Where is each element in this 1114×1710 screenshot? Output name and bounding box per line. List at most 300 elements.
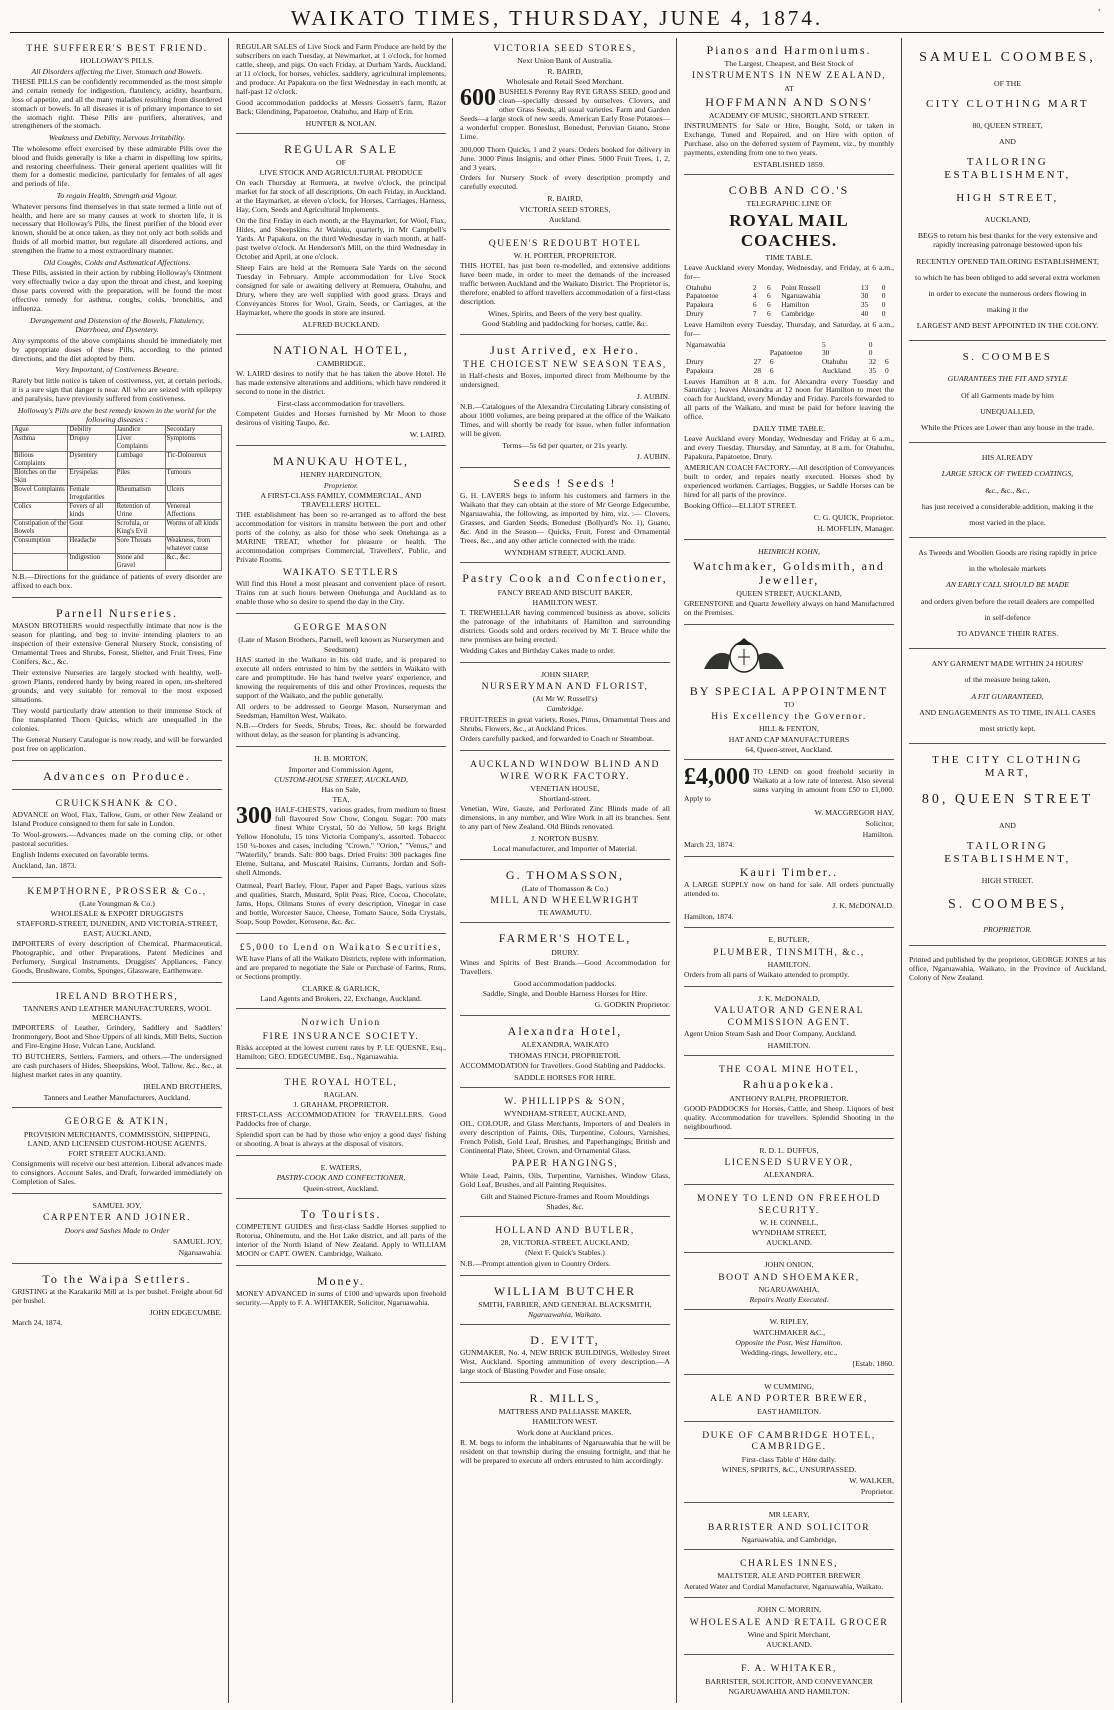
ad-title: MONEY TO LEND ON FREEHOLD SECURITY. bbox=[697, 1193, 881, 1216]
ad-heading: KEMPTHORNE, PROSSER & Co., bbox=[27, 885, 207, 897]
ad-text: N.B.—Directions for the guidance of patients of every disorder are affixed to each box. bbox=[12, 572, 222, 591]
ad-subtitle: ALEXANDRA, WAIKATO bbox=[521, 1040, 609, 1050]
ad-heading: THE COAL MINE HOTEL, bbox=[719, 1064, 859, 1076]
ad-text: N.B.—Orders for Seeds, Shrubs, Trees, &c. should be forwarded without delay, as the season for planting is advancing. bbox=[236, 721, 446, 740]
ad-title: HOLLOWAY'S PILLS. bbox=[80, 56, 154, 66]
ad-subtitle: Very Important, of Costiveness Beware. bbox=[55, 365, 179, 375]
ad-heading: REGULAR SALE bbox=[284, 141, 398, 156]
ad-subtitle: (Late Youngman & Co.) bbox=[79, 899, 155, 909]
ad-heading: Seeds ! Seeds ! bbox=[513, 476, 617, 491]
ad-subtitle: Cambridge. bbox=[546, 704, 584, 714]
ad-signature: C. G. QUICK, Proprietor. bbox=[813, 513, 894, 523]
kauri-ad bbox=[684, 860, 894, 928]
ad-heading: SAMUEL JOY, bbox=[92, 1201, 142, 1211]
column-1 bbox=[8, 38, 226, 1703]
onion-ad bbox=[684, 1256, 894, 1310]
ad-signature: J. NORTON BUSBY. bbox=[531, 834, 599, 844]
coombes-line: 80, QUEEN STREET bbox=[921, 792, 1094, 808]
ad-subtitle: AUCKLAND. bbox=[766, 1640, 812, 1650]
table-row bbox=[13, 468, 222, 485]
ad-heading: E. WATERS, bbox=[320, 1163, 362, 1173]
ad-text: W. LAIRD desires to notify that he has taken the above Hotel. He has made extensive alterations and additions, which have rendered it second to none in the district. bbox=[236, 369, 446, 397]
disease-cell: Venereal Affections bbox=[165, 503, 221, 520]
ad-subtitle: Repairs Neatly Executed. bbox=[749, 1295, 829, 1305]
ad-text: BUSHELS Perenny Ray RYE GRASS SEED, good and clean—specially dressed by ourselves. Clovers, and other Grass Seeds, all usual varieties. Farm and Garden Seeds—a large stock of new seeds. American Early Rose Potatoes—a wonderful cropper. Boneslust, Bonedust, Peruvian Guano, Stone Lime. bbox=[460, 86, 670, 141]
fare-cell: Papatoetoe bbox=[686, 291, 719, 301]
disease-cell: Bowel Complaints bbox=[13, 485, 68, 502]
fare-cell: 35 bbox=[868, 365, 877, 375]
fare-cell: 2 bbox=[752, 282, 757, 292]
disease-cell: Blotches on the Skin bbox=[13, 468, 68, 485]
ad-heading: HOLLAND AND BUTLER, bbox=[495, 1224, 635, 1236]
ad-subtitle: HAMILTON WEST. bbox=[532, 1417, 598, 1427]
ad-subtitle: Next Union Bank of Australia. bbox=[517, 56, 613, 66]
ad-text: Terms—5s 6d per quarter, or 21s yearly. bbox=[502, 440, 628, 450]
printer-imprint: Printed and published by the proprietor, GEORGE JONES at his office, Ngaruawahia, Waikato, in the Province of Auckland, Colony of New Zealand. bbox=[909, 954, 1106, 982]
ad-text: Rarely but little notice is taken of costiveness, yet, at certain periods, it is a sure sign that danger is near. All who are seized with epilepsy and paralysis, have previously suffered from costiveness. bbox=[12, 375, 222, 403]
ad-subtitle: Wine and Spirit Merchant, bbox=[747, 1629, 831, 1639]
ad-subtitle: Old Coughs, Colds and Asthmatical Affections. bbox=[43, 258, 191, 268]
ad-text: THE establishment has been so re-arranged as to afford the best accommodation for visitors in transitu between the port and other ports of the colony, as also for those who seek Onehunga as a MARINE TREAT, whether for pleasure or health. The accommodation comprises Commercial, Travellers', Public, and Private Rooms. bbox=[236, 510, 446, 564]
fare-cell bbox=[752, 341, 768, 350]
ad-subtitle: (At Mr W. Russell's) bbox=[532, 694, 598, 704]
ad-text: WE have Plans of all the Waikato Districts, replete with information, and are prepared to negotiate the Sale or Purchase of Farms, Runs, or Sections promptly. bbox=[236, 954, 446, 981]
fare-cell: 7 bbox=[752, 308, 757, 318]
table-row bbox=[684, 349, 894, 358]
disease-cell: Piles bbox=[115, 468, 165, 485]
victoria-seed-ad bbox=[460, 38, 670, 230]
duffus-ad bbox=[684, 1142, 894, 1186]
ad-title: Rahuapokeka. bbox=[742, 1077, 836, 1092]
coombes-line: AN EARLY CALL SHOULD BE MADE bbox=[946, 580, 1069, 590]
coombes-line: TO ADVANCE THEIR RATES. bbox=[956, 629, 1059, 639]
ad-text: On the first Friday in each month, at the Haymarket, for Wool, Flax, Hides, and Sheepskins. At Waiuku, quarterly, in Mr Campbell's Yards. At Papakura, on the third Wednesday in each month, at half-past twelve o'clock. At Henderson's Mill, on the third Wednesday in October and April, at one o'clock. bbox=[236, 216, 446, 261]
fare-cell: 30 bbox=[821, 348, 830, 358]
ad-text: Booking Office—ELLIOT STREET. bbox=[684, 501, 797, 511]
fare-cell: 13 bbox=[860, 282, 869, 292]
ad-subtitle: ALEXANDRA. bbox=[763, 1170, 815, 1180]
ad-text: These Pills, assisted in their action by rubbing Holloway's Ointment very effectually twice a day upon the throat and chest, and keeping those parts covered with the preparation, will be found the most effective remedy for asthma, coughs, colds, bronchitis, and influenza. bbox=[12, 268, 222, 314]
coombes-line: most varied in the place. bbox=[969, 517, 1046, 527]
ad-text: GREENSTONE and Quartz Jewellery always on hand Manufactured on the Premises. bbox=[684, 599, 894, 618]
disease-cell: Rheumatism bbox=[115, 485, 165, 502]
ad-subtitle: PROVISION MERCHANTS, COMMISSION, SHIPPING, LAND, AND LICENSED CUSTOM-HOUSE AGENTS, bbox=[23, 1129, 211, 1148]
ad-title: MILL AND WHEELWRIGHT bbox=[490, 894, 640, 906]
ad-heading: E. BUTLER, bbox=[768, 935, 810, 945]
ad-signature: IRELAND BROTHERS, bbox=[143, 1082, 222, 1092]
ad-text: Aerated Water and Cordial Manufacturer, Ngaruawahia, Waikato. bbox=[684, 1581, 884, 1591]
ad-heading: WILLIAM BUTCHER bbox=[493, 1283, 637, 1298]
ad-text: Agent Union Steam Sash and Door Company, Auckland. bbox=[684, 1028, 857, 1038]
innes-ad bbox=[684, 1553, 894, 1598]
ad-text: Leave Auckland every Monday, Wednesday, and Friday, at 6 a.m., for— bbox=[684, 262, 894, 281]
ad-text: Consignments will receive our best attention. Liberal advances made to consignors. Account Sales, and Draft, forwarded immediately on Completion of Sales. bbox=[12, 1159, 222, 1187]
fare-cell: 0 bbox=[881, 291, 886, 301]
ad-subtitle: STAFFORD-STREET, DUNEDIN, AND VICTORIA-STREET, EAST, AUCKLAND, bbox=[16, 919, 218, 938]
ad-text: MONEY ADVANCED in sums of £100 and upwards upon freehold security.—Apply to F. A. WHITAKER, Solicitor, Ngaruawahia. bbox=[236, 1288, 446, 1307]
ad-subtitle: Doors and Sashes Made to Order bbox=[64, 1225, 170, 1235]
ad-signature: WYNDHAM STREET, AUCKLAND. bbox=[504, 548, 626, 558]
coombes-line: &c., &c., &c., bbox=[985, 485, 1030, 495]
ad-text: ADVANCE on Wool, Flax, Tallow, Gum, or other New Zealand or Island Produce consigned to them for sale in London. bbox=[12, 810, 222, 828]
ad-text: ACCOMMODATION for Travellers. Good Stabling and Paddocks. bbox=[460, 1060, 666, 1070]
ad-subtitle: WHOLESALE & EXPORT DRUGGISTS bbox=[50, 909, 184, 919]
ad-heading: Money. bbox=[316, 1273, 366, 1288]
ad-heading: IRELAND BROTHERS, bbox=[55, 990, 179, 1002]
ad-signature: G. GODKIN Proprietor. bbox=[594, 1000, 670, 1010]
ad-heading: To Tourists. bbox=[300, 1206, 382, 1221]
fare-cell: 30 bbox=[860, 291, 869, 301]
ad-text: HAS started in the Waikato in his old trade, and is prepared to execute all orders entrusted to him by the settlers in Waikato with care and promptitude. He has hand twelve years' experience, and knowing the requirements of this and other Provinces, requests the support of the Waikato, and the public generally. bbox=[236, 654, 446, 700]
disease-cell: Colics bbox=[13, 503, 68, 520]
ad-text: Shades, &c. bbox=[546, 1201, 584, 1211]
ad-heading: G. THOMASSON, bbox=[505, 867, 625, 882]
ad-heading: W CUMMING, bbox=[764, 1382, 814, 1392]
ad-subtitle: Ngaruawahia, Waikato. bbox=[527, 1309, 602, 1319]
corner-mark: ' bbox=[1098, 8, 1100, 19]
ad-heading: JOHN SHARP, bbox=[540, 669, 590, 679]
ad-heading: £5,000 to Lend on Waikato Securities, bbox=[239, 941, 443, 953]
ad-text: Sheep Fairs are held at the Remuera Sale Yards on the second Tuesday in February. Ample accommodation for Live Stock consigned for sale or awaiting delivery at Remuera, Otahuhu, and Drury, where they are well supplied with good grass. Drays and Conveyances Stores for Wool, Grain, Seeds, or Carriages, at the Haymarket, where the goods in store are insured. bbox=[236, 262, 446, 317]
ad-date: Hamilton, 1874. bbox=[684, 911, 734, 921]
george-mason-ad bbox=[236, 617, 446, 747]
ad-signature: J. K. McDONALD. bbox=[832, 901, 894, 911]
ad-signature: Auckland. bbox=[548, 214, 582, 224]
coombes-line: in order to execute the numerous orders flowing in bbox=[928, 288, 1087, 298]
ad-subtitle: 64, Queen-street, Auckland. bbox=[745, 744, 833, 754]
ad-subtitle: AT bbox=[784, 83, 794, 93]
ad-title: FIRE INSURANCE SOCIETY. bbox=[262, 1030, 420, 1042]
ad-subtitle: To regain Health, Strength and Vigour. bbox=[56, 191, 178, 201]
disease-cell: Erysipelas bbox=[68, 468, 115, 485]
fare-cell: Ngaruawahia bbox=[686, 339, 726, 349]
john-sharp-ad bbox=[460, 666, 670, 752]
ad-subtitle: (Next F. Quick's Stables.) bbox=[525, 1248, 605, 1258]
ad-text: THIS HOTEL has just been re-modelled, and extensive additions have been made, in order to meet the demands of the increased traffic between Auckland and the Waikato District. The Proprietor is, therefore, enabled to afford travellers accommodation of a first-class description. bbox=[460, 261, 670, 307]
ad-subtitle: CAMBRIDGE. bbox=[316, 358, 366, 368]
ad-heading: H. B. MORTON, bbox=[314, 754, 368, 764]
ad-text: Leave Hamilton every Tuesday, Thursday, and Saturday, at 6 a.m., for— bbox=[684, 319, 894, 338]
hoffmann-ad bbox=[684, 38, 894, 175]
ad-heading: Advances on Produce. bbox=[43, 768, 191, 783]
coombes-line: TAILORING ESTABLISHMENT, bbox=[944, 839, 1071, 865]
table-row bbox=[13, 451, 222, 468]
waters-ad bbox=[236, 1159, 446, 1199]
holland-butler-ad bbox=[460, 1220, 670, 1276]
alexandra-hotel-ad bbox=[460, 1019, 670, 1088]
ad-title: PAPER HANGINGS, bbox=[511, 1158, 619, 1170]
pastry-ad bbox=[460, 566, 670, 662]
disease-cell: Dropsy bbox=[68, 434, 115, 451]
ad-subtitle: Importer and Commission Agent, bbox=[288, 764, 394, 774]
ad-signature: J. AUBIN. bbox=[636, 452, 670, 462]
ad-text: HALF-CHESTS, various grades, from medium to finest full flavoured Sow Chow, Congou. Sugar: 700 mats finest White Crystal, 50 do Yellow, 50 kegs Bright Yellow Honolulu, 15 tons Victoria Company's, assorted. Tobacco: 150 ¼-boxes and cases, including "Crown," "Orion," "Venus," and "Waterlily," brands. Salt: 800 bags. Dried Fruits: 300 packages fine Eleme, Sultana, and Muscatel Raisins, Currants, Jordan and Soft-shell Almonds. bbox=[236, 805, 446, 877]
ad-subtitle: HAT AND CAP MANUFACTURERS bbox=[728, 734, 850, 744]
ad-text: 300,000 Thorn Quicks, 1 and 2 years. Orders booked for delivery in June. 3000 Pinus Insignis, and other Pines. 5000 Fruit Trees, 1, 2, and 3 years. bbox=[460, 144, 670, 172]
ad-title: WHOLESALE AND RETAIL GROCER bbox=[689, 1616, 889, 1628]
manukau-hotel-ad bbox=[236, 449, 446, 614]
column-rule bbox=[228, 38, 229, 1703]
ad-heading: Parnell Nurseries. bbox=[56, 606, 178, 621]
column-rule bbox=[452, 38, 453, 1703]
ad-heading: CHARLES INNES, bbox=[740, 1558, 838, 1570]
ad-text: They would particularly draw attention to their immense Stock of fine transplanted Thorn Quicks, which are unequalled in the colonies. bbox=[12, 705, 222, 733]
farmers-hotel-ad bbox=[460, 926, 670, 1016]
ad-subtitle: FANCY BREAD AND BISCUIT BAKER, bbox=[497, 587, 633, 597]
ad-signature: W. MACGREGOR HAY, bbox=[814, 807, 894, 817]
disease-cell: Lumbago bbox=[115, 451, 165, 468]
coombes-line: ANY GARMENT MADE WITHIN 24 HOURS' bbox=[931, 659, 1084, 669]
ad-text: INSTRUMENTS for Sale or Hire, Bought, Sold, or taken in Exchange, Tuned and Repaired, and on Hire with option of Purchase, also on the deferred system of Payment, viz., by monthly payments, extending from one to two years. bbox=[684, 121, 894, 158]
ad-signature: JOHN EDGECUMBE. bbox=[149, 1308, 222, 1318]
ad-subtitle: MATTRESS AND PALLIASSE MAKER, bbox=[498, 1407, 632, 1417]
ad-subtitle: Proprietor. bbox=[323, 480, 359, 490]
ad-title: BOOT AND SHOEMAKER, bbox=[718, 1271, 860, 1283]
ad-date: March 24, 1874. bbox=[12, 1318, 63, 1328]
ad-subtitle: Queen-street, Auckland. bbox=[303, 1183, 379, 1193]
ad-subtitle: Wedding-rings, Jewellery, etc., bbox=[740, 1347, 838, 1357]
disease-cell: Tumours bbox=[165, 468, 221, 485]
ad-subtitle: RAGLAN. bbox=[323, 1090, 359, 1100]
ad-heading: Norwich Union bbox=[301, 1017, 381, 1029]
ad-title: VALUATOR AND GENERAL COMMISSION AGENT. bbox=[713, 1005, 865, 1028]
coombes-line: making it the bbox=[986, 305, 1029, 315]
ad-subtitle: SMITH, FARRIER, AND GENERAL BLACKSMITH, bbox=[478, 1299, 652, 1309]
masthead-title: WAIKATO TIMES, THURSDAY, JUNE 4, 1874. bbox=[290, 6, 824, 30]
fare-cell: 4 bbox=[752, 291, 757, 301]
ad-date: Auckland, Jan. 1873. bbox=[12, 860, 77, 870]
fare-cell: 6 bbox=[767, 308, 771, 318]
disease-cell: Consumption bbox=[13, 537, 68, 554]
fare-cell: 5 bbox=[821, 339, 826, 349]
ad-heading: QUEEN'S REDOUBT HOTEL bbox=[488, 237, 642, 249]
ad-subtitle: DAILY TIME TABLE. bbox=[752, 424, 826, 434]
ad-subtitle: Holloway's Pills are the best remedy known in the world for the following diseases : bbox=[17, 405, 217, 424]
advances-ad bbox=[12, 764, 222, 790]
ad-text: Good accommodation paddocks. bbox=[513, 978, 617, 988]
ad-text: Venetian, Wire, Gauze, and Perforated Zinc Blinds made of all dimensions, in any number, and Wire Work in all its branches. Sent to any part of New Zealand. Old Blinds renovated. bbox=[460, 804, 670, 832]
ad-text: IMPORTERS of every description of Chemical, Pharmaceutical, Photographic, and other Preparations, Patent Medicines and Perfumery, Surgical Instruments, Druggists' Appliances, Fancy Goods, Brushware, Combs, Sponges, Glassware, Earthenware. bbox=[12, 938, 222, 975]
ad-subtitle: TE AWAMUTU. bbox=[538, 908, 592, 918]
disease-cell: Constipation of the Bowels bbox=[14, 520, 67, 536]
holloway-ad bbox=[12, 38, 222, 598]
ad-heading: THE ROYAL HOTEL, bbox=[284, 1076, 398, 1088]
fare-cell: 32 bbox=[868, 357, 877, 367]
ad-title: DUKE OF CAMBRIDGE HOTEL, CAMBRIDGE. bbox=[702, 1429, 876, 1453]
ad-text: On each Thursday at Remuera, at twelve o'clock, the principal market for fat stock of all descriptions. On each Friday, in Auckland, at the Haymarket, at eleven o'clock, for Horses, Carriages, Harness, Hay, Corn, Seeds and Agricultural Implements. bbox=[236, 178, 446, 215]
table-row bbox=[13, 503, 222, 520]
ad-text: IMPORTERS of Leather, Grindery, Saddlery and Saddlers' Ironmongery, Boot and Shoe Uppers of all kinds, Mill Belts, Suction and Fire-Engine Hose, Vulcan Lane, Auckland. bbox=[12, 1023, 222, 1051]
coombes-line: AND bbox=[999, 136, 1016, 146]
fare-cell: Papakura bbox=[686, 365, 714, 375]
coombes-line: S. COOMBES, bbox=[948, 896, 1067, 912]
table-row bbox=[13, 554, 222, 571]
fare-cell: 6 bbox=[767, 300, 771, 310]
ad-number: 600 bbox=[460, 84, 496, 111]
ad-title: NURSERYMAN AND FLORIST, bbox=[481, 680, 649, 692]
ad-heading: GEORGE MASON bbox=[294, 622, 388, 634]
coombes-name: SAMUEL COOMBES, bbox=[919, 50, 1096, 65]
fare-cell: 6 bbox=[767, 282, 771, 292]
lend-waikato-ad bbox=[236, 937, 446, 1010]
samuel-joy-ad bbox=[12, 1197, 222, 1264]
ad-text: First-class accommodation for travellers. bbox=[277, 399, 405, 409]
ad-text: Risks accepted at the lowest current rates by P. LE QUESNE, Esq., Hamilton; GEO. EDGECUMBE, Esq., Ngaruawahia. bbox=[236, 1042, 446, 1061]
ad-text: MASON BROTHERS would respectfully intimate that now is the season for planting, and beg to invite intending planters to an inspection of their extensive General Nursery Stock, consisting of Ornamental Trees and Shrubs, Forest, Shelter, and Fruit Trees, Fine Conifers, &c., &c. bbox=[12, 621, 222, 667]
coombes-line: in self-defence bbox=[984, 612, 1031, 622]
ad-subtitle: EAST HAMILTON. bbox=[757, 1406, 821, 1416]
ad-number: £4,000 bbox=[684, 763, 750, 790]
ad-signature: J. AUBIN. bbox=[636, 391, 670, 401]
ad-text: Saddle, Single, and Double Harness Horses for Hire. bbox=[482, 988, 648, 998]
ad-signature: ALFRED BUCKLAND. bbox=[302, 319, 380, 329]
fare-cell: 28 bbox=[753, 365, 762, 375]
ad-heading: BY SPECIAL APPOINTMENT bbox=[689, 683, 889, 698]
ad-heading: D. EVITT, bbox=[530, 1333, 600, 1348]
ad-text: Leave Auckland every Monday, Wednesday and Friday at 6 a.m., and every Tuesday, Thursday, and Saturday, at 8 a.m. for Otahuhu, Papakura, Papatoetoe, Drury. bbox=[684, 434, 894, 462]
ad-text: G. H. LAVERS begs to inform his customers and farmers in the Waikato that they can obtain at the store of Mr George Edgecumbe, Ngaruawahia, the following, as imported by him, viz. :— Clovers, Grasses, and Garden Seeds, Bonedust (Bollyard's No. 1), Guano, &c. And in the Season— Quicks, Fruit, Forest and Ornamental Trees, &c., and any other article connected with the trade. bbox=[460, 491, 670, 546]
ad-title: ALE AND PORTER BREWER, bbox=[710, 1393, 868, 1405]
ad-subtitle: The Largest, Cheapest, and Best Stock of bbox=[724, 59, 854, 69]
fare-cell: Otahuhu bbox=[821, 357, 848, 367]
ad-subtitle: Derangement and Distension of the Bowels, Flatulency, Diarrhoea, and Dysentery. bbox=[29, 316, 205, 335]
coombes-line: HIGH STREET, bbox=[956, 191, 1059, 204]
ad-text: N.B.—Catalogues of the Alexandra Circulating Library consisting of about 1000 volumes, are being prepared at the office of the Waikato Times, and will shortly be ready for issue, when fuller information will be given. bbox=[460, 402, 670, 438]
coombes-line: HIS ALREADY bbox=[981, 453, 1034, 463]
money-ad bbox=[236, 1269, 446, 1314]
fare-cell: Drury bbox=[686, 308, 704, 318]
ad-subtitle: R. BAIRD, bbox=[547, 66, 583, 76]
disease-cell: Sore Throats bbox=[115, 537, 165, 554]
fare-cell: Cambridge bbox=[781, 308, 815, 318]
disease-cell: &c., &c. bbox=[165, 554, 221, 571]
disease-cell: Headache bbox=[68, 537, 115, 554]
table-row bbox=[13, 537, 222, 554]
ad-heading: Alexandra Hotel, bbox=[507, 1024, 623, 1039]
ad-subtitle: INSTRUMENTS IN NEW ZEALAND, bbox=[691, 70, 887, 82]
ad-subtitle: FORT STREET AUCKLAND. bbox=[68, 1149, 166, 1159]
ad-signature: HUNTER & NOLAN. bbox=[305, 118, 377, 128]
ad-subtitle: ACADEMY OF MUSIC, SHORTLAND STREET. bbox=[708, 111, 870, 120]
ad-text: Good Stabling and paddocking for horses, cattle, &c. bbox=[482, 319, 648, 329]
coombes-line: AUCKLAND, bbox=[984, 214, 1031, 224]
ad-number: 300 bbox=[236, 803, 272, 830]
coombes-line: HIGH STREET. bbox=[981, 875, 1034, 885]
disease-cell: Stone and Gravel bbox=[115, 554, 165, 571]
ad-title: LICENSED SURVEYOR, bbox=[724, 1156, 854, 1168]
ad-signature: AUCKLAND. bbox=[766, 1238, 812, 1248]
ad-subtitle: TELEGRAPHIC LINE OF bbox=[746, 199, 832, 209]
ad-signature: Proprietor. bbox=[860, 1487, 894, 1497]
ad-subtitle: TIME TABLE. bbox=[765, 252, 813, 262]
coombes-line: As Tweeds and Woollen Goods are rising rapidly in price bbox=[918, 548, 1097, 558]
ad-subtitle: VENETIAN HOUSE, bbox=[530, 784, 600, 794]
ad-text: Orders for Nursery Stock of every description promptly and carefully executed. bbox=[460, 173, 670, 192]
ad-signature: H. MOFFLIN, Manager. bbox=[817, 524, 894, 534]
ad-subtitle: A FIRST-CLASS FAMILY, COMMERCIAL, AND TRAVELLERS' HOTEL. bbox=[260, 490, 422, 510]
ad-heading: FARMER'S HOTEL, bbox=[498, 931, 632, 946]
ad-subtitle: NGARUAWAHIA AND HAMILTON. bbox=[728, 1686, 850, 1696]
ireland-ad bbox=[12, 986, 222, 1109]
ad-subtitle: HENRY HARDINGTON, bbox=[300, 470, 382, 480]
disease-cell: Dysentery bbox=[68, 451, 115, 468]
ad-signature: CLARKE & GARLICK, bbox=[302, 983, 380, 993]
ad-heading: R. D. L. DUFFUS, bbox=[759, 1145, 819, 1155]
disease-cell: Ague bbox=[13, 425, 68, 434]
disease-cell: Debility bbox=[68, 425, 115, 434]
coombes-line: most strictly kept. bbox=[979, 723, 1036, 733]
coombes-line: of the measure being taken, bbox=[964, 675, 1051, 685]
parnell-ad bbox=[12, 601, 222, 761]
coombes-line: CITY CLOTHING MART bbox=[925, 97, 1090, 110]
ad-heading: CRUICKSHANK & CO. bbox=[55, 797, 179, 809]
column-4 bbox=[680, 38, 898, 1703]
ad-signature: Land Agents and Brokers, 22, Exchange, Auckland. bbox=[260, 994, 422, 1004]
ad-title: BARRISTER, SOLICITOR, AND CONVEYANCER bbox=[705, 1676, 873, 1686]
cumming-ad bbox=[684, 1378, 894, 1422]
ad-subtitle: HILL & FENTON, bbox=[759, 724, 819, 734]
fare-cell: Drury bbox=[686, 357, 704, 367]
ad-subtitle: All Disorders affecting the Liver, Stomach and Bowels. bbox=[31, 66, 203, 76]
ad-heading: NATIONAL HOTEL, bbox=[273, 342, 409, 357]
fare-cell: 6 bbox=[769, 357, 774, 367]
ad-heading: J. K. McDONALD, bbox=[758, 994, 820, 1004]
window-blind-ad bbox=[460, 754, 670, 859]
table-row bbox=[13, 425, 222, 434]
ad-subtitle: Has on Sale, bbox=[321, 784, 361, 794]
fare-cell: Hamilton bbox=[781, 300, 810, 310]
fare-cell: 0 bbox=[881, 300, 886, 310]
ad-text: Whatever persons find themselves in that state termed a little out of health, and here are so many causes at work to shorten life, it is necessary that Holloway's Pills, the finest purifier of the blood ever known, should be at once taken, as they not only act both solids and fluids of all morbid matter, but regulate all disordered actions, and strengthen the frame to a most extraordinary manner. bbox=[12, 201, 222, 256]
butler-ad bbox=[684, 931, 894, 987]
ad-signature: WYNDHAM STREET, bbox=[751, 1228, 827, 1238]
coach-fare-table bbox=[684, 341, 894, 376]
seeds-ad bbox=[460, 471, 670, 563]
ad-heading: JOHN ONION, bbox=[764, 1260, 814, 1270]
fare-cell: 27 bbox=[753, 357, 762, 367]
coombes-line: THE CITY CLOTHING MART, bbox=[932, 754, 1083, 780]
royal-crest-icon bbox=[684, 635, 804, 675]
ad-subtitle: TEA, bbox=[332, 795, 350, 805]
table-row bbox=[684, 310, 894, 319]
ad-subtitle: NGARUAWAHIA. bbox=[758, 1284, 820, 1294]
ad-title: His Excellency the Governor. bbox=[711, 711, 867, 723]
ad-heading: MR LEARY, bbox=[768, 1510, 810, 1520]
ad-subtitle: (Late of Thomasson & Co.) bbox=[521, 883, 609, 893]
ad-text: Wedding Cakes and Birthday Cakes made to order. bbox=[460, 645, 616, 655]
ad-text: All orders to be addressed to George Mason, Nurseryman and Seedsman, Hamilton West, Waikato. bbox=[236, 701, 446, 720]
fare-cell: 6 bbox=[767, 291, 771, 301]
ad-subtitle: Wholesale and Retail Seed Merchant. bbox=[506, 76, 624, 86]
ad-text: FIRST-CLASS ACCOMMODATION for TRAVELLERS. Good Paddocks free of charge. bbox=[236, 1110, 446, 1129]
disease-cell: Symptoms bbox=[165, 434, 221, 451]
ad-subtitle: HAMILTON WEST. bbox=[532, 597, 598, 607]
ad-signature: Solicitor, bbox=[865, 818, 894, 828]
ripley-ad bbox=[684, 1313, 894, 1375]
ad-subtitle: WATCHMAKER &C., bbox=[752, 1327, 826, 1337]
ad-text: First-class Table d' Hôte daily. bbox=[741, 1454, 837, 1464]
disease-cell: Liver Complaints bbox=[115, 434, 165, 451]
column-2 bbox=[232, 38, 450, 1703]
mcdonald-ad bbox=[684, 990, 894, 1056]
ad-text: GOOD PADDOCKS for Horses, Cattle, and Sheep. Liquors of best quality. Accommodation for travellers. Splendid Shooting in the neighbourhood. bbox=[684, 1103, 894, 1131]
ad-signature: W. LAIRD. bbox=[409, 430, 446, 440]
ad-text: REGULAR SALES of Live Stock and Farm Produce are held by the subscribers on each Tuesday, at Newmarket, at 1 o'clock, for horned cattle, sheep, and pigs. On each Friday, at Durham Yards, Auckland, at 11 o'clock, for horses, vehicles, saddlery, agricultural implements, and produce. At Papakura on the first Wednesday in each month, at half-past 12 o'clock. bbox=[236, 42, 446, 96]
ad-text: AMERICAN COACH FACTORY.—All description of Conveyances built to order, and repairs neatly executed. Horses shod by experienced workmen. Carriages, Buggies, or Saddle Horses can be hired for all parts of the province. bbox=[684, 463, 894, 500]
ad-subtitle: CUSTOM-HOUSE STREET, AUCKLAND, bbox=[274, 774, 408, 784]
royal-hotel-ad bbox=[236, 1072, 446, 1157]
ad-text: R. M. begs to inform the inhabitants of Ngaruawahia that he will be resident on that township during the ensuing fortnight, and that he will be prepared to execute all orders entrusted to him accordingly. bbox=[460, 1437, 670, 1465]
